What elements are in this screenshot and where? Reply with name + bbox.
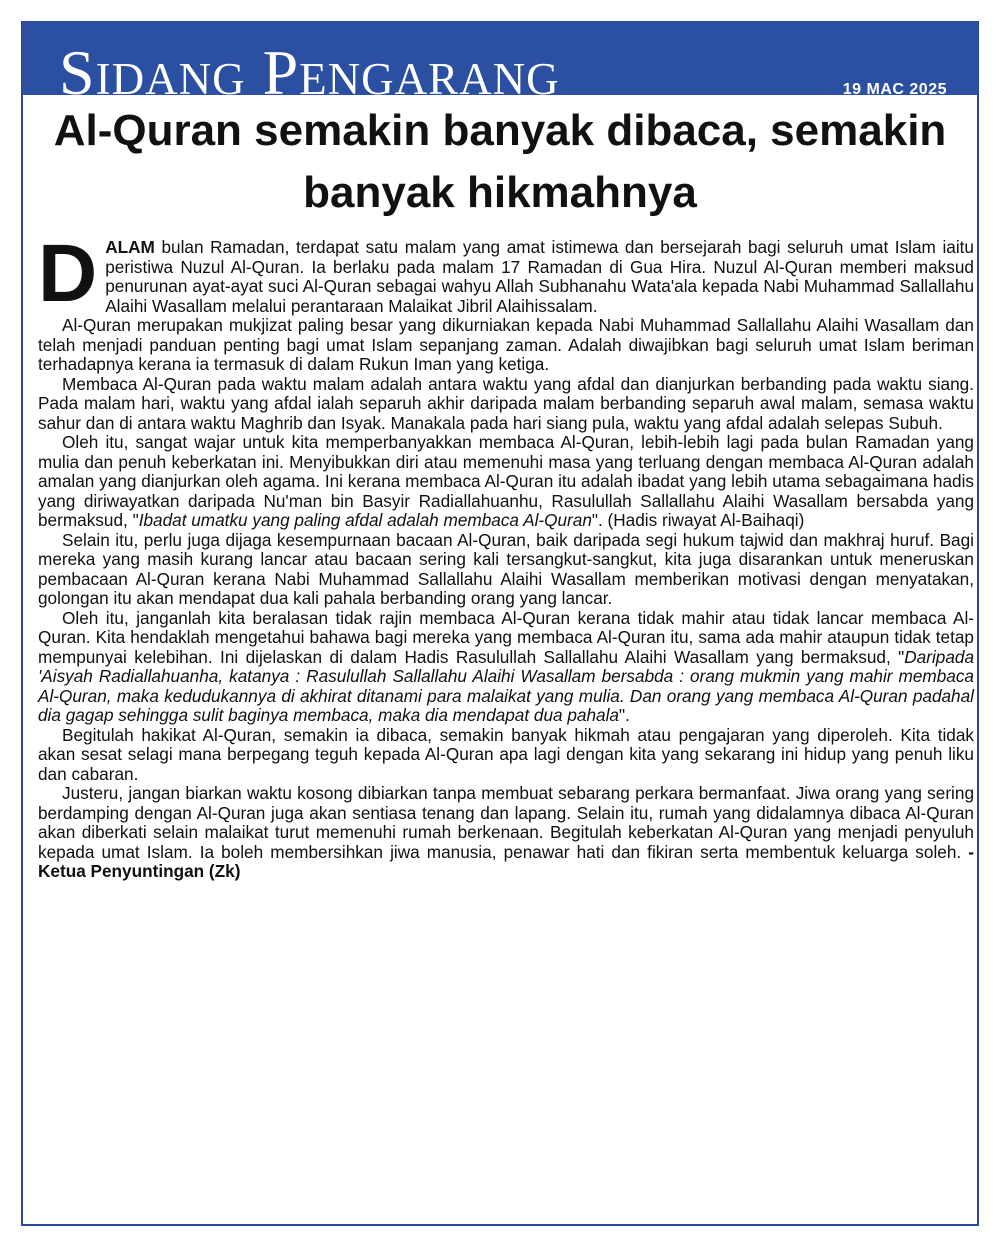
lead-word: ALAM bbox=[105, 237, 155, 257]
paragraph-7: Begitulah hakikat Al-Quran, semakin ia dibaca, semakin banyak hikmah atau pengajaran yang diperoleh. Kita tidak akan sesat selagi mana berpegang teguh kepada Al-Quran apa lagi dengan kita yang sekarang ini hidup yang penuh liku dan cabaran. bbox=[38, 724, 974, 784]
masthead bbox=[23, 23, 977, 108]
paragraph-1-text: bulan Ramadan, terdapat satu malam yang amat istimewa dan bersejarah bagi seluruh umat Islam iaitu peristiwa Nuzul Al-Quran. Ia berlaku pada malam 17 Ramadan di Gua Hira. Nuzul Al-Quran memberi maksud penurunan ayat-ayat suci Al-Quran sebagai wahyu Allah Subhanahu Wata'ala kepada Nabi Muhammad Sallallahu Alaihi Wasallam melalui perantaraan Malaikat Jibril Alaihissalam. bbox=[105, 237, 974, 316]
paragraph-8 bbox=[38, 784, 974, 882]
hadith-quote-1: Ibadat umatku yang paling afdal adalah membaca Al-Quran bbox=[138, 510, 592, 530]
paragraph-4-text: Oleh itu, sangat wajar untuk kita memperbanyakkan membaca Al-Quran, lebih-lebih lagi pada bulan Ramadan yang mulia dan penuh keberkatan ini. Menyibukkan diri atau memenuhi masa yang terluang dengan membaca Al-Quran adalah amalan yang dianjurkan oleh agama. Ini kerana membaca Al-Quran itu adalah ibadat yang lebih utama sebagaimana hadis yang diriwayatkan daripada Nu'man bin Basyir Radiallahuanhu, Rasulullah Sallallahu Alaihi Wasallam bersabda yang bermaksud, " bbox=[38, 432, 974, 530]
paragraph-6-text: Oleh itu, janganlah kita beralasan tidak rajin membaca Al-Quran kerana tidak mahir atau tidak lancar membaca Al-Quran. Kita hendaklah mengetahui bahawa bagi mereka yang membaca Al-Quran itu, sama ada mahir ataupun tidak tetap mempunyai kelebihan. Ini dijelaskan di dalam Hadis Rasulullah Sallallahu Alaihi Wasallam yang bermaksud, " bbox=[38, 607, 974, 667]
paragraph-8-text: Justeru, jangan biarkan waktu kosong dibiarkan tanpa membuat sebarang perkara bermanfaat. Jiwa orang yang sering berdamping dengan Al-Quran juga akan sentiasa tenang dan lapang. Selain itu, rumah yang didalamnya dibaca Al-Quran akan diberkati selain malaikat turut memenuhi rumah berkenaan. Begitulah keberkatan Al-Quran yang menjadi penyuluh kepada umat Islam. Ia boleh membersihkan jiwa manusia, penawar hati dan fikiran serta membentuk keluarga soleh. bbox=[38, 783, 974, 862]
paragraph-6 bbox=[38, 609, 974, 726]
publication-date: 19 MAC 2025 bbox=[842, 81, 947, 98]
paragraph-3: Membaca Al-Quran pada waktu malam adalah antara waktu yang afdal dan dianjurkan berbanding pada waktu siang. Pada malam hari, waktu yang afdal ialah separuh akhir daripada malam berbanding separuh awal malam, semasa waktu sahur dan di antara waktu Maghrib dan Isyak. Manakala pada hari siang pula, waktu yang afdal adalah selepas Subuh. bbox=[38, 373, 974, 433]
paragraph-2: Al-Quran merupakan mukjizat paling besar yang dikurniakan kepada Nabi Muhammad Sallallahu Alaihi Wasallam dan telah menjadi panduan penting bagi umat Islam sepanjang zaman. Adalah diwajibkan bagi seluruh umat Islam beriman terhadapnya kerana ia termasuk di dalam Rukun Iman yang ketiga. bbox=[38, 315, 974, 374]
paragraph-5: Selain itu, perlu juga dijaga kesempurnaan bacaan Al-Quran, baik daripada segi hukum tajwid dan makhraj huruf. Bagi mereka yang masih kurang lancar atau bacaan sering kali tersangkut-sangkut, kita juga disarankan untuk meneruskan pembacaan Al-Quran kerana Nabi Muhammad Sallallahu Alaihi Wasallam memberikan motivasi dengan menyatakan, golongan itu akan mendapat dua kali pahala berbanding orang yang lancar. bbox=[38, 529, 974, 608]
article-body bbox=[38, 228, 974, 882]
masthead-title: Sidang Pengarang bbox=[59, 37, 560, 108]
paragraph-6-end: ". bbox=[618, 705, 630, 725]
paragraph-4-citation: ". (Hadis riwayat Al-Baihaqi) bbox=[591, 510, 805, 530]
drop-cap: D bbox=[38, 228, 98, 319]
paragraph-1 bbox=[38, 228, 974, 319]
article-headline: Al-Quran semakin banyak dibaca, semakin banyak hikmahnya bbox=[53, 106, 947, 217]
author-signature: - Ketua Penyuntingan (Zk) bbox=[38, 841, 974, 881]
paragraph-4 bbox=[38, 433, 974, 531]
hadith-quote-2: Daripada 'Aisyah Radiallahuanha, katanya : Rasulullah Sallallahu Alaihi Wasallam bersabda : orang mukmin yang mahir membaca Al-Quran, maka kedudukannya di akhirat ditanami para malaikat yang mulia. Dan orang yang membaca Al-Quran padahal dia gagap sehingga sulit baginya membaca, maka dia mendapat dua pahala bbox=[38, 646, 974, 725]
